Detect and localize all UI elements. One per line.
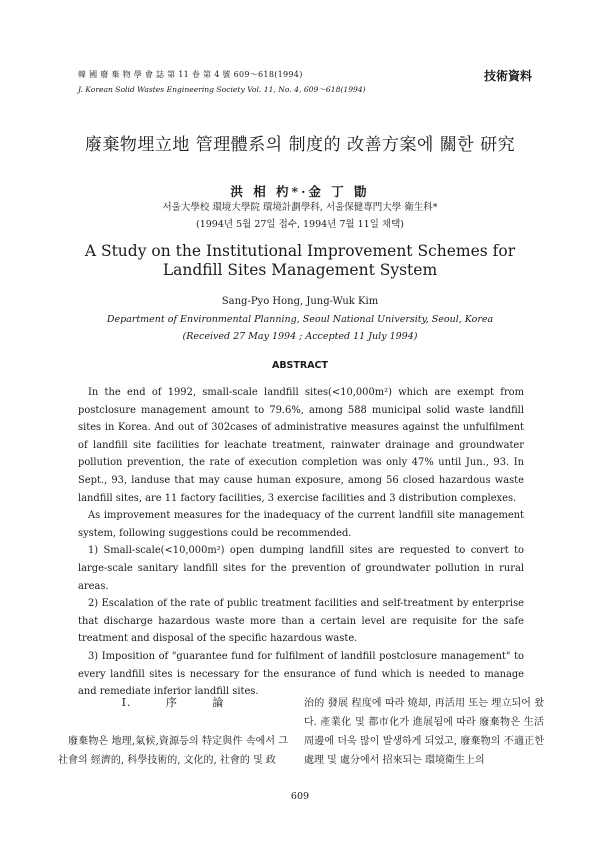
abstract-paragraph: As improvement measures for the inadequacy of the current landfill site management system, following suggestions could be recommended. <box>78 510 524 539</box>
abstract-paragraph: In the end of 1992, small-scale landfill sites(<10,000m²) which are exempt from postclosure management amount to 79.6%, among 588 municipal solid waste landfill sites in Korea. And out of 302cases of administrative measures against the unfulfilment of landfill site facilities for leachate treatment, rainwater drainage and groundwater pollution prevention, the rate of execution completion was only 47% until Jun., 93. In Sept., 93, landuse that may cause human exposure, among 56 closed hazardous waste landfill sites, are 11 factory facilities, 3 exercise facilities and 3 distribution complexes. <box>78 387 524 504</box>
abstract-heading: ABSTRACT <box>271 360 329 371</box>
journal-citation-korean: 韓 國 廢 棄 物 學 會 誌 第 11 卷 第 4 號 609～618(1994) <box>78 70 303 79</box>
abstract-paragraph: 3) Imposition of "guarantee fund for fulfilment of landfill postclosure management" to every landfill sites is necessary for the ensurance of fund which is needed to manage and remediate inferior landfill sites. <box>78 650 524 698</box>
received-date-korean: (1994년 5월 27일 접수, 1994년 7월 11일 채택) <box>196 219 404 230</box>
left-column <box>58 694 288 770</box>
title-english-line2: Landfill Sites Management System <box>162 261 438 279</box>
abstract-paragraph: 2) Escalation of the rate of public treatment facilities and self-treatment by enterprise that discharge hazardous waste more than a certain level are requisite for the safe treatment and disposal of the specific hazardous waste. <box>78 598 524 645</box>
authors-korean: 洪 相 杓*·金 丁 勖 <box>230 184 370 199</box>
received-date-english: (Received 27 May 1994 ; Accepted 11 July 1994) <box>182 331 418 342</box>
right-column <box>304 694 544 770</box>
page-number: 609 <box>290 791 310 802</box>
introduction-text-left: 廢棄物은 地理,氣候,資源등의 特定與件 속에서 그 社會의 經濟的, 科學技術的, 文化的, 社會的 및 政 <box>58 736 288 766</box>
introduction-text-right: 治的 發展 程度에 따라 燒却, 再活用 또는 埋立되어 왔다. 產業化 및 都市化가 進展됨에 따라 廢棄物은 生活周邊에 더욱 많이 발생하게 되었고, 廢棄物의 不適正한 處理 및 處分에서 招來되는 環境衛生上의 <box>304 698 544 766</box>
title-english-line1: A Study on the Institutional Improvement Schemes for <box>84 242 516 260</box>
department-english: Department of Environmental Planning, Seoul National University, Seoul, Korea <box>106 314 494 325</box>
affiliation-korean: 서울大學校 環境大學院 環境計劃學科, 서울保健專門大學 衛生科* <box>162 202 438 213</box>
section-heading-introduction: Ⅰ. 序 論 <box>121 696 225 709</box>
section-tag: 技術資料 <box>483 69 532 83</box>
title-english <box>0 242 600 280</box>
journal-citation-english: J. Korean Solid Wastes Engineering Society Vol. 11, No. 4, 609～618(1994) <box>78 85 366 94</box>
title-korean: 廢棄物埋立地 管理體系의 制度的 改善方案에 關한 研究 <box>84 135 516 155</box>
authors-english: Sang-Pyo Hong, Jung-Wuk Kim <box>221 296 379 307</box>
abstract-body <box>78 384 524 701</box>
abstract-paragraph: 1) Small-scale(<10,000m²) open dumping landfill sites are requested to convert to large-scale sanitary landfill sites for the prevention of groundwater pollution in rural areas. <box>78 545 524 592</box>
